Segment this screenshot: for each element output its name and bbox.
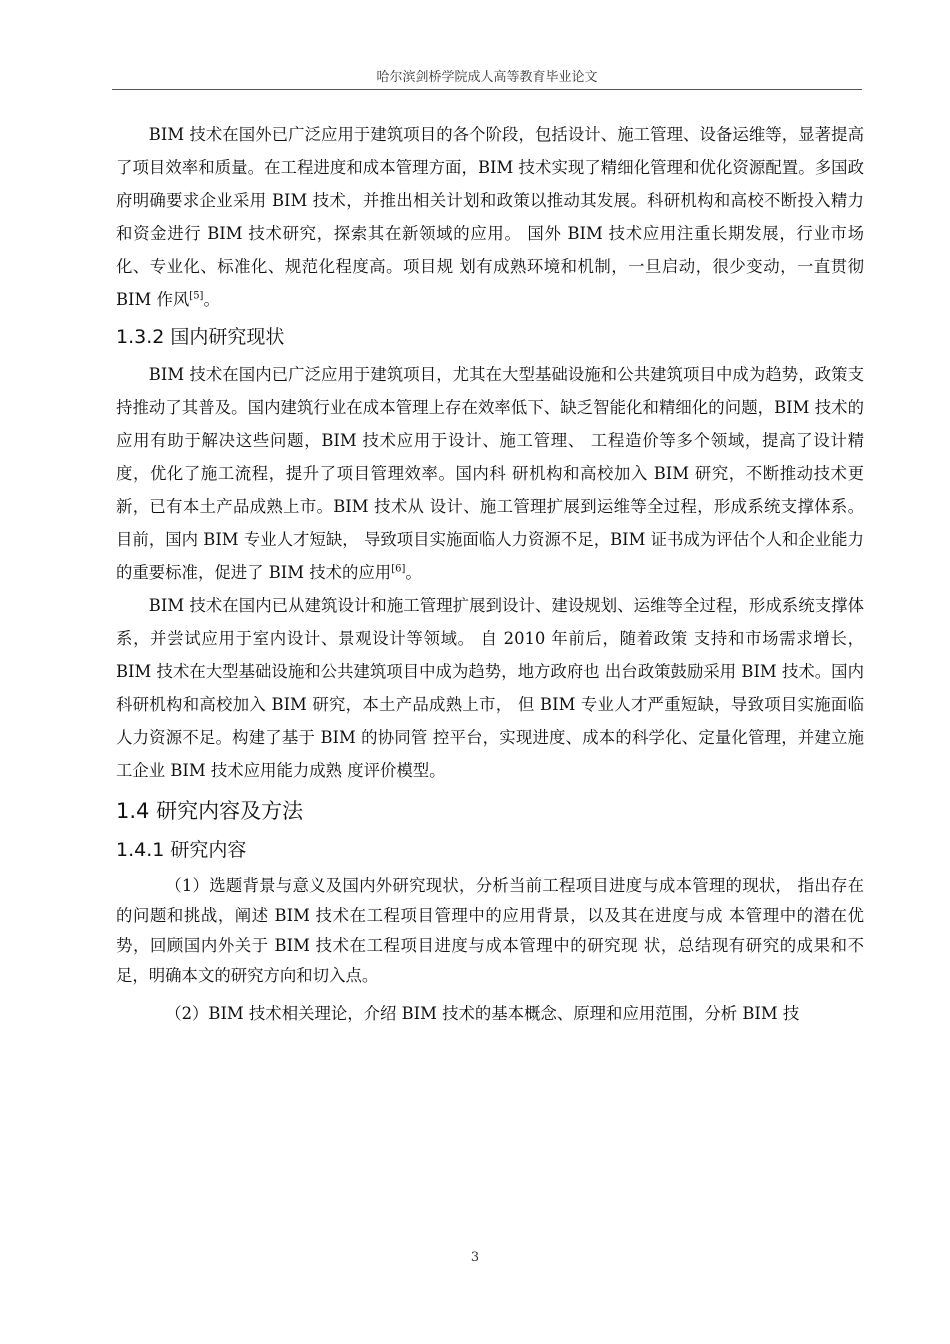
citation-ref: [6] bbox=[391, 563, 406, 575]
paragraph-domestic-development: BIM 技术在国内已从建筑设计和施工管理扩展到设计、建设规划、运维等全过程，形成系统支撑体系，并尝试应用于室内设计、景观设计等领域。 自 2010 年前后，随着政策 支持和市场需求增长，BIM 技术在大型基础设施和公共建筑项目中成为趋势，地方政府也 出台政策鼓励采用 BIM 技术。国内科研机构和高校加入 BIM 研究，本土产品成熟上市， 但 BIM 专业人才严重短缺，导致项目实施面临人力资源不足。构建了基于 BIM 的协同管 控平台，实现进度、成本的科学化、定量化管理，并建立施工企业 BIM 技术应用能力成熟 度评价模型。 bbox=[116, 596, 864, 780]
page-body bbox=[116, 118, 864, 1029]
page-header: 哈尔滨剑桥学院成人高等教育毕业论文 bbox=[376, 70, 598, 85]
paragraph-domestic-status bbox=[116, 358, 864, 589]
citation-ref: [5] bbox=[189, 290, 204, 302]
page-number: 3 bbox=[470, 1250, 480, 1265]
paragraph-end: 。 bbox=[203, 290, 220, 309]
section-heading-1-4: 1.4 研究内容及方法 bbox=[116, 799, 304, 823]
paragraph-end: 。 bbox=[405, 563, 422, 582]
section-heading-1-4-1: 1.4.1 研究内容 bbox=[116, 839, 247, 861]
paragraph-text: BIM 技术在国外已广泛应用于建筑项目的各个阶段，包括设计、施工管理、设备运维等，显著提高了项目效率和质量。在工程进度和成本管理方面，BIM 技术实现了精细化管理和优化资源配置。多国政府明确要求企业采用 BIM 技术，并推出相关计划和政策以推动其发展。科研机构和高校不断投入精力和资金进行 BIM 技术研究，探索其在新领域的应用。 国外 BIM 技术应用注重长期发展，行业市场化、专业化、标准化、规范化程度高。项目规 划有成熟环境和机制，一旦启动，很少变动，一直贯彻 BIM 作风 bbox=[116, 125, 864, 309]
paragraph-research-item-1: （1）选题背景与意义及国内外研究现状，分析当前工程项目进度与成本管理的现状， 指出存在的问题和挑战，阐述 BIM 技术在工程项目管理中的应用背景，以及其在进度与成 本管理中的潜在优势，回顾国内外关于 BIM 技术在工程项目进度与成本管理中的研究现 状，总结现有研究的成果和不足，明确本文的研究方向和切入点。 bbox=[116, 876, 864, 985]
paragraph-foreign-status bbox=[116, 118, 864, 316]
section-heading-1-3-2: 1.3.2 国内研究现状 bbox=[116, 326, 285, 348]
header-rule bbox=[112, 89, 862, 90]
paragraph-text: BIM 技术在国内已广泛应用于建筑项目，尤其在大型基础设施和公共建筑项目中成为趋势，政策支持推动了其普及。国内建筑行业在成本管理上存在效率低下、缺乏智能化和精细化的问题，BIM 技术的应用有助于解决这些问题，BIM 技术应用于设计、施工管理、 工程造价等多个领域，提高了设计精度，优化了施工流程，提升了项目管理效率。国内科 研机构和高校加入 BIM 研究，不断推动技术更新，已有本土产品成熟上市。BIM 技术从 设计、施工管理扩展到运维等全过程，形成系统支撑体系。目前，国内 BIM 专业人才短缺， 导致项目实施面临人力资源不足，BIM 证书成为评估个人和企业能力的重要标准，促进了 BIM 技术的应用 bbox=[116, 365, 864, 582]
paragraph-research-item-2: （2）BIM 技术相关理论，介绍 BIM 技术的基本概念、原理和应用范围，分析 BIM 技 bbox=[165, 1004, 800, 1023]
